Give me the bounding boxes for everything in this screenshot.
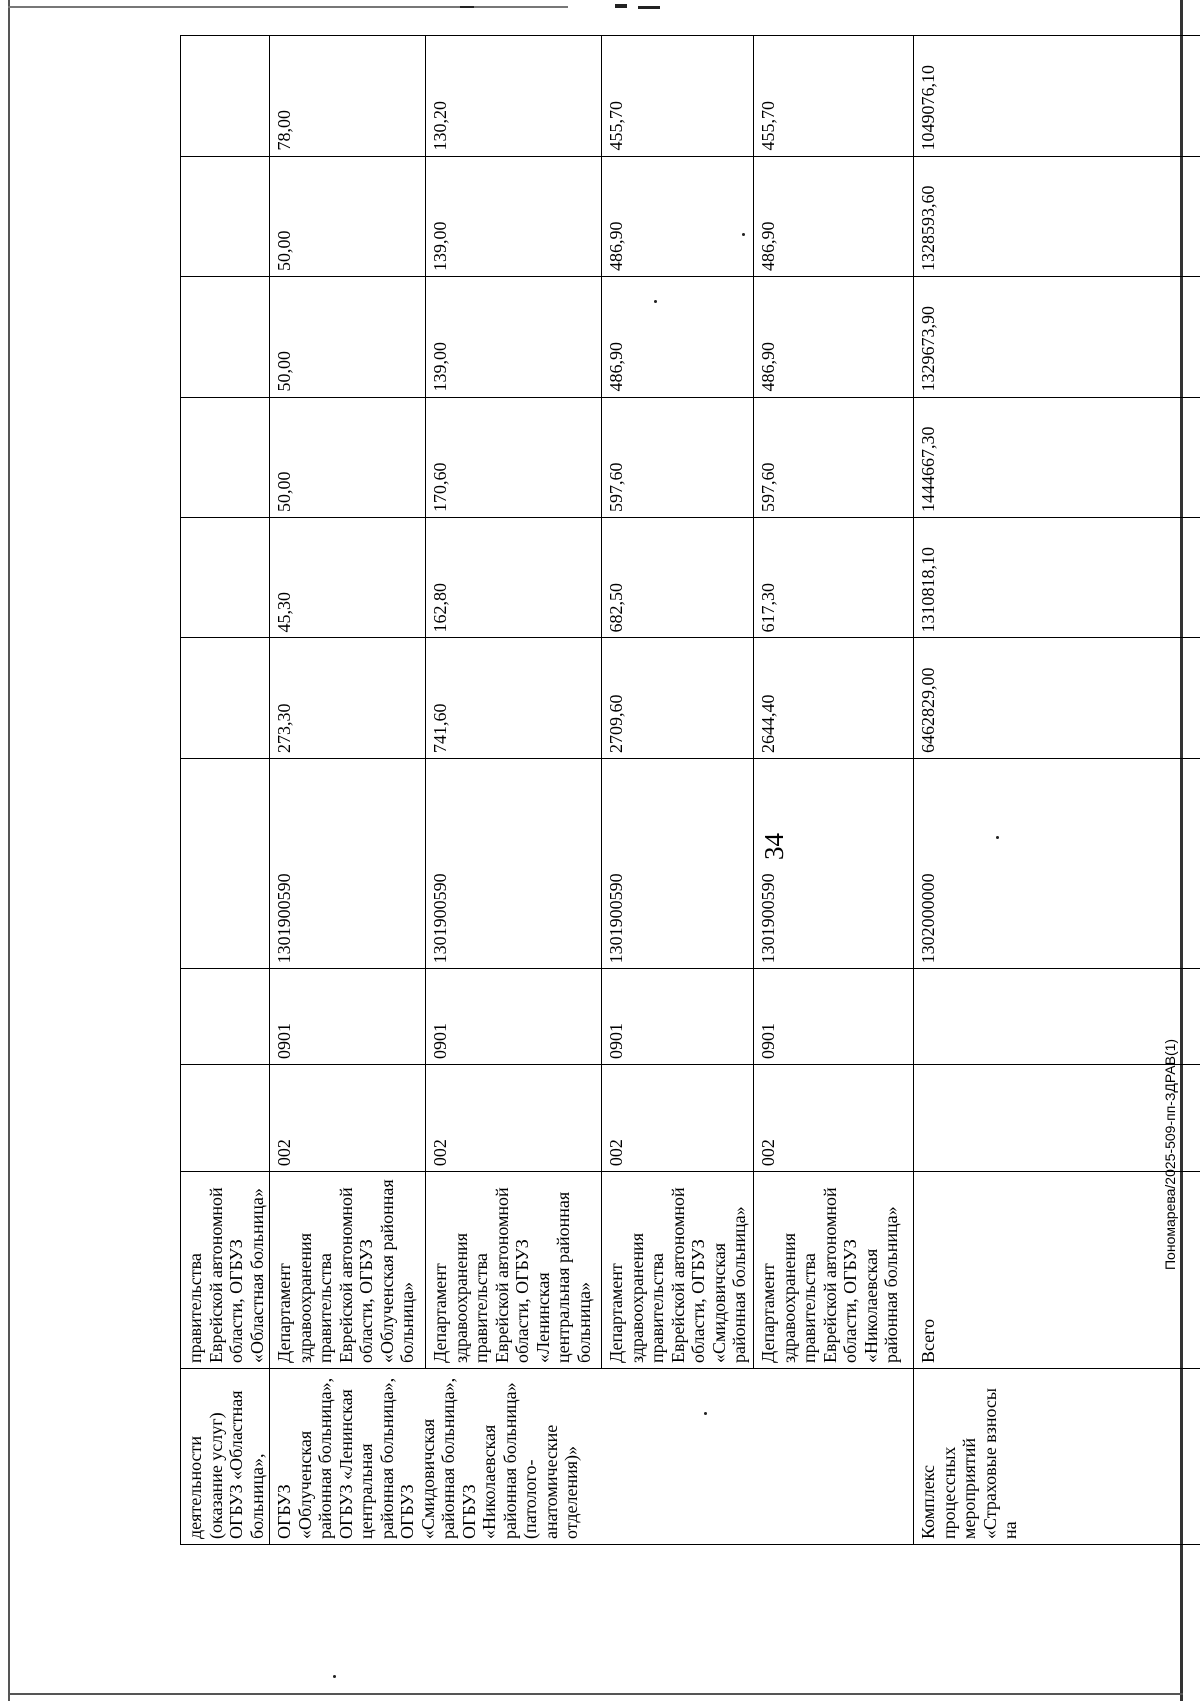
department-cell: Департамент здравоохранения правительства Еврейской автономной области, ОГБУЗ «Смидовичская районная больница» (602, 1172, 754, 1369)
scan-border-bottom (8, 1693, 1183, 1695)
value-year-2-cell (181, 397, 270, 517)
value-year-2-cell: 50,00 (270, 397, 426, 517)
value-year-3-cell: 50,00 (270, 277, 426, 397)
measure-name-cell: ОГБУЗ «Облученская районная больница», ОГБУЗ «Ленинская центральная районная больница», ОГБУЗ «Смидовичская районная больница», ОГБУЗ «Николаевская районная больница» (патолого-анатомические отделения)» (270, 1369, 914, 1545)
section-cell: 0901 (602, 969, 754, 1065)
value-total-cell (181, 638, 270, 758)
grbs-cell: 002 (602, 1064, 754, 1171)
value-year-4-cell: 50,00 (270, 156, 426, 276)
value-year-5-cell (181, 36, 270, 157)
section-cell: 0901 (426, 969, 602, 1065)
value-year-3-cell: 139,00 (426, 277, 602, 397)
measure-name-cell: деятельности (оказание услуг) ОГБУЗ «Областная больница», (181, 1369, 270, 1545)
grbs-cell: 002 (754, 1064, 914, 1171)
value-year-4-cell: 139,00 (426, 156, 602, 276)
budget-table (180, 35, 1200, 1545)
value-year-1-cell: 162,80 (426, 518, 602, 638)
value-year-4-cell: 486,90 (602, 156, 754, 276)
value-year-1-cell: 1310818,10 (914, 518, 1200, 638)
value-year-1-cell (181, 518, 270, 638)
value-year-3-cell: 1329673,90 (914, 277, 1200, 397)
target-article-cell: 1301900590 (270, 758, 426, 968)
value-year-5-cell: 130,20 (426, 36, 602, 157)
target-article-cell: 1302000000 (914, 758, 1200, 968)
department-cell: Департамент здравоохранения правительства Еврейской автономной области, ОГБУЗ «Ленинская центральная районная больница» (426, 1172, 602, 1369)
value-total-cell: 741,60 (426, 638, 602, 758)
value-year-3-cell (181, 277, 270, 397)
section-cell: 0901 (270, 969, 426, 1065)
grbs-cell (914, 1064, 1200, 1171)
department-cell: Департамент здравоохранения правительства Еврейской автономной области, ОГБУЗ «Облученская районная больница» (270, 1172, 426, 1369)
value-year-3-cell: 486,90 (754, 277, 914, 397)
department-cell: Департамент здравоохранения правительства Еврейской автономной области, ОГБУЗ «Николаевская районная больница» (754, 1172, 914, 1369)
value-total-cell: 273,30 (270, 638, 426, 758)
grbs-cell: 002 (270, 1064, 426, 1171)
grbs-cell: 002 (426, 1064, 602, 1171)
value-year-2-cell: 597,60 (602, 397, 754, 517)
table-row-total (914, 36, 1200, 1545)
value-year-1-cell: 617,30 (754, 518, 914, 638)
table-row (426, 36, 602, 1545)
value-year-5-cell: 455,70 (754, 36, 914, 157)
document-reference: Пономарева/2025-509-пп-ЗДРАВ(1) (1162, 1038, 1178, 1270)
section-cell (914, 969, 1200, 1065)
target-article-cell: 1301900590 (754, 758, 914, 968)
value-year-3-cell: 486,90 (602, 277, 754, 397)
value-year-5-cell: 1049076,10 (914, 36, 1200, 157)
target-article-cell: 1301900590 (602, 758, 754, 968)
department-cell: правительства Еврейской автономной области, ОГБУЗ «Областная больница» (181, 1172, 270, 1369)
scan-artifacts (440, 0, 740, 16)
scan-border-left (8, 0, 10, 1701)
value-year-4-cell: 1328593,60 (914, 156, 1200, 276)
grbs-cell (181, 1064, 270, 1171)
target-article-cell: 1301900590 (426, 758, 602, 968)
budget-table-rotated (180, 35, 1190, 1545)
value-year-1-cell: 682,50 (602, 518, 754, 638)
department-cell: Всего (914, 1172, 1200, 1369)
value-year-4-cell: 486,90 (754, 156, 914, 276)
section-cell (181, 969, 270, 1065)
section-cell: 0901 (754, 969, 914, 1065)
table-row (270, 36, 426, 1545)
value-year-1-cell: 45,30 (270, 518, 426, 638)
value-year-4-cell (181, 156, 270, 276)
target-article-cell (181, 758, 270, 968)
table-row (602, 36, 754, 1545)
value-total-cell: 6462829,00 (914, 638, 1200, 758)
value-year-2-cell: 597,60 (754, 397, 914, 517)
value-total-cell: 2709,60 (602, 638, 754, 758)
value-year-5-cell: 78,00 (270, 36, 426, 157)
value-year-5-cell: 455,70 (602, 36, 754, 157)
measure-name-cell: Комплекс процессных мероприятий «Страховые взносы на (914, 1369, 1200, 1545)
value-year-2-cell: 1444667,30 (914, 397, 1200, 517)
page-number: 34 (759, 833, 789, 860)
value-year-2-cell: 170,60 (426, 397, 602, 517)
scan-speck (333, 1675, 336, 1678)
table-row (754, 36, 914, 1545)
table-row (181, 36, 270, 1545)
value-total-cell: 2644,40 (754, 638, 914, 758)
